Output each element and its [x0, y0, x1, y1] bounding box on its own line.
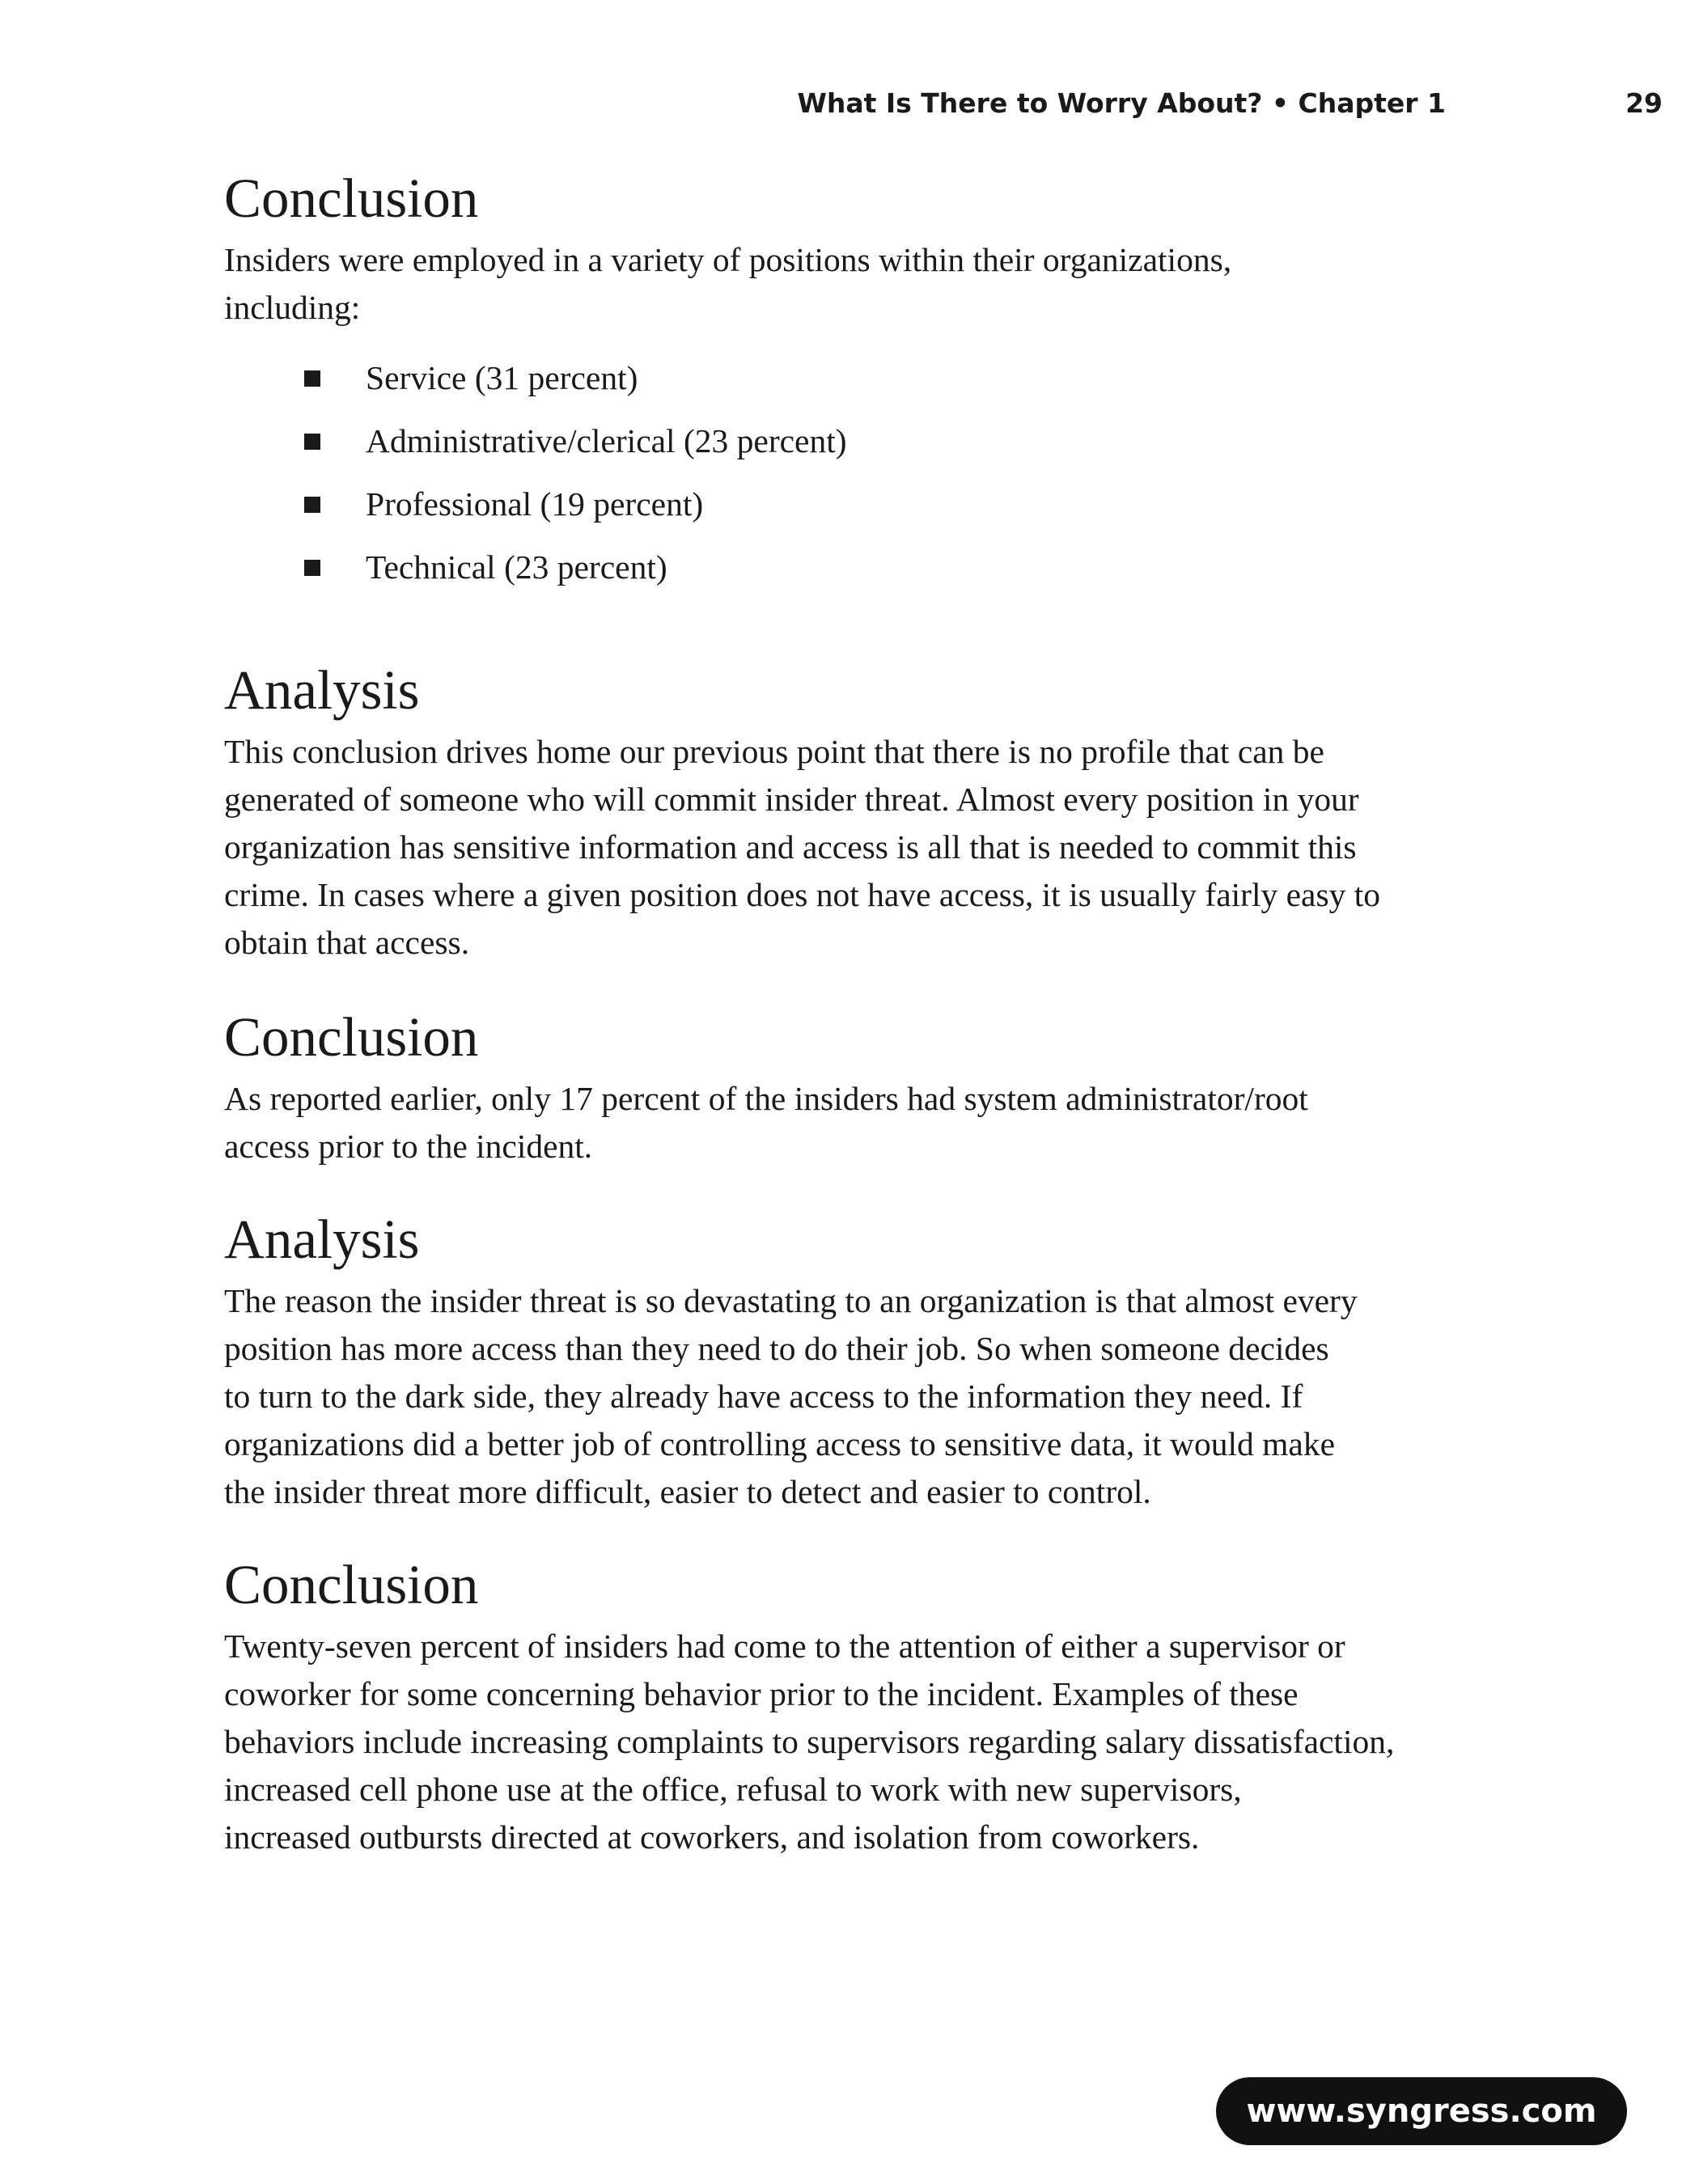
- position-list: [224, 354, 1551, 591]
- list-item-text: Service (31 percent): [366, 359, 638, 396]
- section-paragraph: The reason the insider threat is so devastating to an organization is that almost every position has more access than they need to do their job. So when someone decides to turn to the dark side, they already have access to the information they need. If organizations did a better job of controlling access to sensitive data, it would make the insider threat more difficult, easier to detect and easier to control.: [224, 1282, 1358, 1510]
- square-bullet-icon: [304, 560, 320, 576]
- square-bullet-icon: [304, 434, 320, 450]
- section-conclusion-positions: [224, 162, 1551, 591]
- square-bullet-icon: [304, 370, 320, 387]
- section-paragraph: Insiders were employed in a variety of positions within their organizations, including:: [224, 241, 1232, 326]
- section-heading: Conclusion: [224, 167, 479, 229]
- section-heading: Analysis: [224, 659, 420, 721]
- running-title: What Is There to Worry About? • Chapter 1: [797, 87, 1446, 119]
- section-paragraph: As reported earlier, only 17 percent of the insiders had system administrator/root access prior to the incident.: [224, 1080, 1308, 1165]
- list-item: [224, 480, 1551, 528]
- section-conclusion-behavior: [224, 1548, 1551, 1861]
- running-header: [0, 87, 1699, 128]
- list-item-text: Technical (23 percent): [366, 548, 667, 586]
- section-analysis-access: [224, 1203, 1551, 1516]
- section-conclusion-root-access: [224, 1001, 1551, 1170]
- section-heading: Analysis: [224, 1208, 420, 1270]
- publisher-url-badge: www.syngress.com: [1216, 2077, 1627, 2145]
- section-heading: Conclusion: [224, 1554, 479, 1615]
- section-paragraph: This conclusion drives home our previous point that there is no profile that can be generated of someone who will commit insider threat. Almost every position in your organization has sensitive information and access is all that is needed to commit this crime. In cases where a given position does not have access, it is usually fairly easy to obtain that access.: [224, 733, 1381, 961]
- section-paragraph: Twenty-seven percent of insiders had come to the attention of either a supervisor or coworker for some concerning behavior prior to the incident. Examples of these behaviors include increasing complaints to supervisors regarding salary dissatisfaction, increased cell phone use at the office, refusal to work with new supervisors, increased outbursts directed at coworkers, and isolation from coworkers.: [224, 1627, 1395, 1856]
- list-item: [224, 417, 1551, 465]
- page-number: 29: [1625, 87, 1663, 119]
- square-bullet-icon: [304, 497, 320, 513]
- page-content: [224, 162, 1551, 1861]
- list-item: [224, 544, 1551, 591]
- list-item-text: Administrative/clerical (23 percent): [366, 422, 847, 459]
- section-heading: Conclusion: [224, 1006, 479, 1068]
- list-item: [224, 354, 1551, 402]
- list-item-text: Professional (19 percent): [366, 485, 704, 523]
- section-analysis-profile: [224, 654, 1551, 967]
